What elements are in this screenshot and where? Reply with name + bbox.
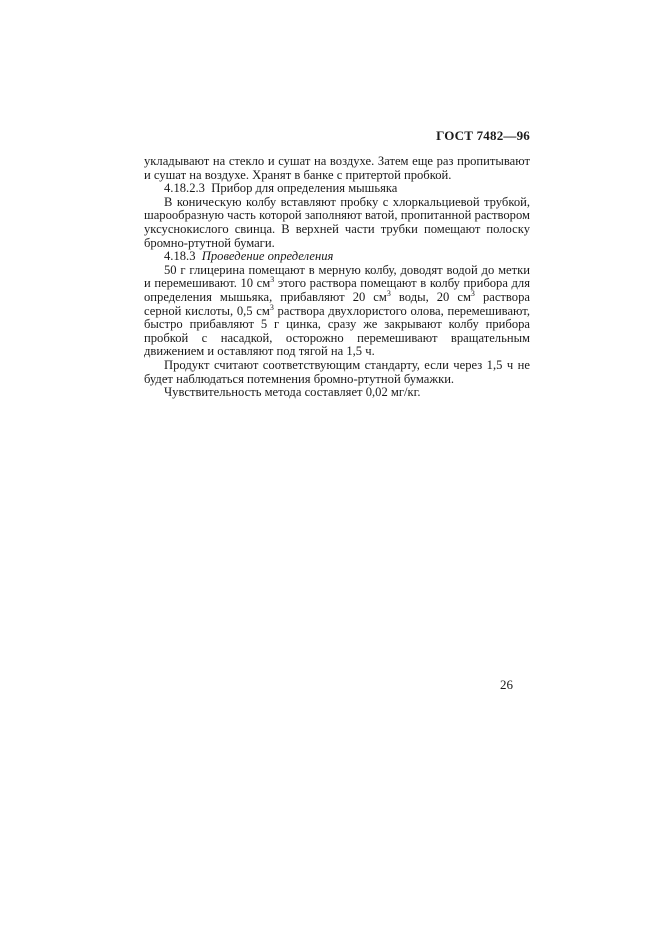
paragraph-procedure	[144, 264, 530, 359]
text-run: этого раствора помещают в колбу прибора для определения мышьяка, прибавляют 20 см	[144, 276, 531, 304]
section-number: 4.18.2.3	[164, 181, 205, 196]
text-run: раствора двухлористого олова, перемешивают, быстро прибавляют 5 г цинка, сразу же закрывают колбу прибора пробкой с насадкой, осторожно перемешивают вращательным движением и оставляют под тягой на 1,5 ч.	[144, 303, 530, 359]
document-body	[144, 155, 530, 400]
paragraph-apparatus: В коническую колбу вставляют пробку с хлоркальциевой трубкой, шарообразную часть которой заполняют ватой, пропитанной раствором уксуснокислого свинца. В верхней части трубки помещают полоску бромно-ртутной бумаги.	[144, 194, 530, 250]
text-run: воды, 20 см	[390, 289, 471, 304]
section-heading-4-18-2-3	[144, 182, 530, 196]
superscript: 3	[386, 288, 391, 298]
page-number: 26	[500, 677, 513, 692]
paragraph-drying: укладывают на стекло и сушат на воздухе. Затем еще раз пропитывают и сушат на воздухе. Хранят в банке с притертой пробкой.	[144, 154, 530, 182]
text-run: 50 г глицерина помещают в мерную колбу, доводят водой до метки и перемешивают. 10 см	[144, 262, 530, 291]
document-code: ГОСТ 7482—96	[436, 128, 530, 143]
paragraph-sensitivity: Чувствительность метода составляет 0,02 мг/кг.	[164, 385, 421, 400]
superscript: 3	[270, 275, 275, 285]
superscript: 3	[470, 288, 475, 298]
paragraph-acceptance: Продукт считают соответствующим стандарту, если через 1,5 ч не будет наблюдаться потемнения бромно-ртутной бумажки.	[144, 357, 530, 386]
text-run: раствора серной кислоты, 0,5 см	[144, 289, 530, 318]
section-title: Прибор для определения мышьяка	[211, 181, 398, 196]
superscript: 3	[269, 302, 274, 312]
section-heading-4-18-3	[144, 250, 530, 264]
section-number: 4.18.3	[164, 249, 196, 264]
section-title: Проведение определения	[201, 249, 334, 264]
